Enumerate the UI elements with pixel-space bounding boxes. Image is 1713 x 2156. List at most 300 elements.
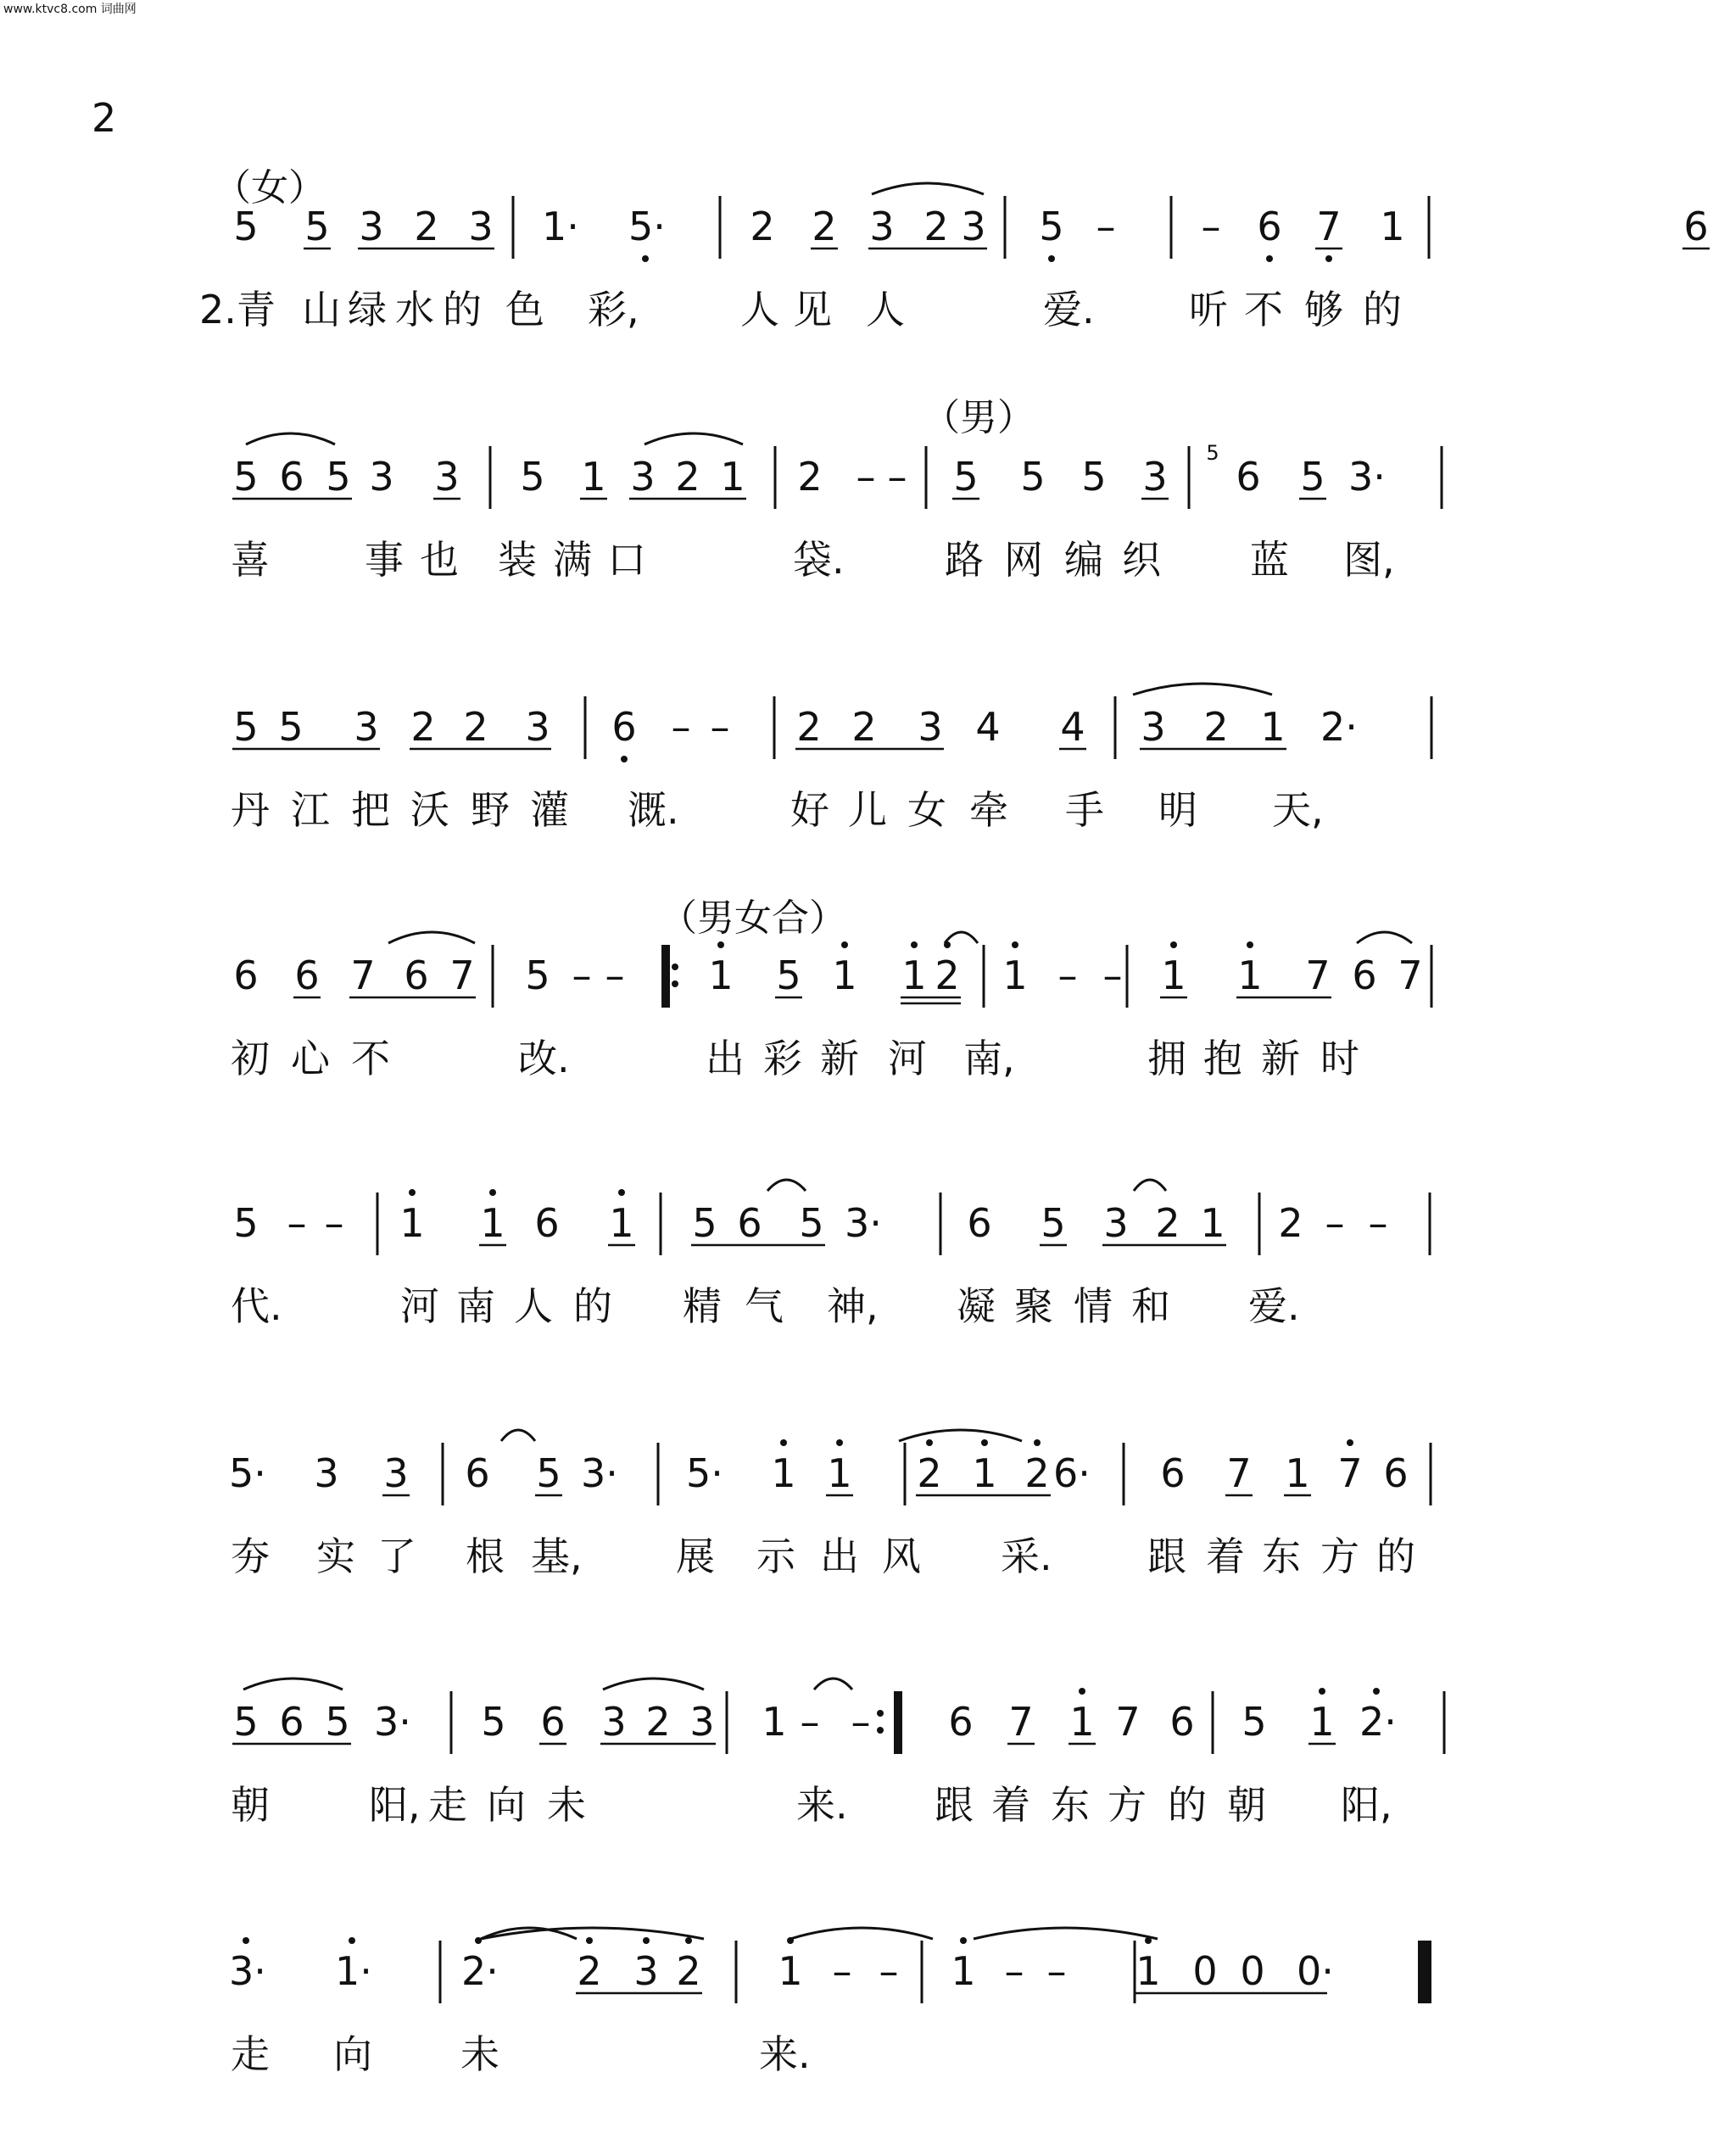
octave-dot (926, 1439, 933, 1446)
note: 3 (689, 1699, 715, 1745)
lyric-syllable: 凝 (957, 1283, 996, 1329)
score-system (0, 441, 1516, 662)
lyric-syllable: 彩, (588, 287, 639, 332)
note: 5 (799, 1200, 824, 1246)
lyric-syllable: 初 (231, 1036, 270, 1081)
lyric-syllable: 风 (882, 1533, 921, 1579)
note: 1· (335, 1948, 372, 1994)
lyric-syllable: 满 (553, 537, 592, 583)
lyric-syllable: 人 (740, 287, 779, 332)
note: 2 (675, 454, 700, 500)
page-number: 2 (92, 95, 117, 141)
lyric-syllable: 未 (460, 2031, 499, 2077)
octave-dot (1034, 1439, 1041, 1446)
note: 3· (581, 1450, 618, 1496)
note: 3 (525, 704, 550, 750)
note: 3 (1103, 1200, 1129, 1246)
slur (872, 183, 984, 194)
slur (644, 433, 743, 444)
octave-dot (960, 1937, 967, 1944)
note: 5 (1041, 1200, 1066, 1246)
note: 1 (609, 1200, 634, 1246)
lyric-syllable: 口 (607, 537, 646, 583)
lyric-syllable: 方 (1320, 1533, 1359, 1579)
note: 3 (633, 1948, 659, 1994)
note: 5 (1081, 454, 1107, 500)
lyric-syllable: 跟 (935, 1782, 974, 1828)
note: 3 (630, 454, 656, 500)
note: 5 (1300, 454, 1325, 500)
note: 3 (961, 204, 986, 249)
lyric-syllable: 好 (790, 787, 829, 833)
note: – (856, 454, 876, 500)
lyric-syllable: 爱. (1248, 1283, 1300, 1329)
lyric-syllable: 袋. (793, 537, 845, 583)
note: 1 (1200, 1200, 1225, 1246)
note: – (324, 1200, 344, 1246)
lyric-syllable: 女 (907, 787, 946, 833)
octave-dot (349, 1937, 355, 1944)
note: 5 (520, 454, 545, 500)
lyric-syllable: 心 (291, 1036, 330, 1081)
slur (899, 1430, 1022, 1441)
lyric-syllable: 走 (428, 1782, 467, 1828)
note: 7 (350, 952, 376, 998)
note: 4 (1060, 704, 1085, 750)
octave-dot (1347, 1439, 1353, 1446)
lyric-syllable: 聚 (1014, 1283, 1053, 1329)
note: 7 (1115, 1699, 1141, 1745)
note: 2· (461, 1948, 499, 1994)
note: 1 (1309, 1699, 1335, 1745)
lyric-syllable: 事 (365, 537, 404, 583)
note: 6 (1683, 204, 1709, 249)
note: 1 (778, 1948, 803, 1994)
note: – (1201, 204, 1221, 249)
note: 1 (1260, 704, 1286, 750)
note: 7 (1008, 1699, 1034, 1745)
lyric-syllable: 新 (1261, 1036, 1300, 1081)
note: 5 (325, 1699, 350, 1745)
lyric-syllable: 的 (443, 287, 482, 332)
note: – (832, 1948, 852, 1994)
octave-dot (1247, 941, 1253, 948)
note: 5· (628, 204, 666, 249)
note: 5 (1039, 204, 1064, 249)
site-watermark: www.ktvc8.com 词曲网 (3, 3, 137, 16)
note: 2 (1203, 704, 1229, 750)
note: 4 (975, 704, 1001, 750)
lyric-syllable: 路 (945, 537, 984, 583)
lyric-syllable: 爱. (1043, 287, 1095, 332)
note: 1 (1285, 1450, 1310, 1496)
note: – (1096, 204, 1116, 249)
note: 3 (468, 204, 494, 249)
note: 1 (1069, 1699, 1095, 1745)
lyric-syllable: 方 (1108, 1782, 1147, 1828)
slur (1133, 684, 1272, 695)
lyrics-row (0, 1281, 1516, 1340)
octave-dot (981, 1439, 988, 1446)
lyric-syllable: 出 (706, 1036, 745, 1081)
lyric-syllable: 丹 (231, 787, 270, 833)
note: 2 (796, 704, 822, 750)
note: 6 (233, 952, 259, 998)
note: 0 (1240, 1948, 1265, 1994)
note: 6 (540, 1699, 566, 1745)
lyric-syllable: 的 (1168, 1782, 1207, 1828)
octave-dot (586, 1937, 593, 1944)
note: 1 (1237, 952, 1263, 998)
score-system (0, 199, 1709, 411)
lyric-syllable: 实 (316, 1533, 355, 1579)
lyric-syllable: 新 (820, 1036, 859, 1081)
note: – (671, 704, 691, 750)
note: 1 (762, 1699, 787, 1745)
note: 5 (536, 1450, 561, 1496)
note: 1 (480, 1200, 505, 1246)
slur (388, 932, 475, 943)
lyric-syllable: 牵 (969, 787, 1008, 833)
slur (246, 433, 335, 444)
lyrics-row (0, 1033, 1516, 1092)
note: 2 (851, 704, 877, 750)
note: – (710, 704, 730, 750)
part-label-male: （男） (923, 396, 1035, 439)
lyrics-row (0, 1779, 1516, 1839)
lyric-syllable: 装 (498, 537, 537, 583)
lyric-syllable: 朝 (1227, 1782, 1266, 1828)
lyric-syllable: 把 (351, 787, 390, 833)
lyric-syllable: 代. (231, 1283, 282, 1329)
note: 3 (383, 1450, 409, 1496)
note: – (879, 1948, 899, 1994)
note: 2 (645, 1699, 671, 1745)
note: 2 (797, 454, 823, 500)
lyric-syllable: 东 (1051, 1782, 1090, 1828)
lyric-syllable: 拥 (1147, 1036, 1186, 1081)
note: 3 (354, 704, 379, 750)
note: 0 (1192, 1948, 1218, 1994)
note: 6 (967, 1200, 992, 1246)
note: 6 (1352, 952, 1377, 998)
lyric-syllable: 图, (1343, 537, 1395, 583)
note: 6 (1236, 454, 1261, 500)
lyric-syllable: 明 (1158, 787, 1197, 833)
lyric-syllable: 水 (395, 287, 434, 332)
lyric-syllable: 溉. (628, 787, 679, 833)
note: 2· (1359, 1699, 1397, 1745)
note: 6· (1053, 1450, 1091, 1496)
score-system (0, 700, 1516, 912)
note: 3· (374, 1699, 411, 1745)
note: 5 (1242, 1699, 1267, 1745)
slur (790, 1928, 933, 1939)
lyric-syllable: 手 (1065, 787, 1104, 833)
note: – (287, 1200, 307, 1246)
note: 2 (935, 952, 960, 998)
lyric-syllable: 东 (1262, 1533, 1301, 1579)
note: 1 (581, 454, 606, 500)
score-system (0, 1944, 1516, 2156)
note: 1· (542, 204, 579, 249)
part-label-female: （女） (214, 166, 326, 209)
note: – (887, 454, 907, 500)
note: 1 (399, 1200, 425, 1246)
note: 6 (465, 1450, 490, 1496)
note: 1 (720, 454, 745, 500)
note: 1 (832, 952, 857, 998)
note: 2 (1155, 1200, 1180, 1246)
lyric-syllable: 采. (1001, 1533, 1052, 1579)
note: 6 (279, 1699, 304, 1745)
note: 5 (525, 952, 550, 998)
note: 5 (776, 952, 801, 998)
lyrics-row (0, 284, 1516, 344)
octave-dot (911, 941, 918, 948)
lyric-syllable: 阳, (369, 1782, 421, 1828)
lyric-syllable: 未 (547, 1782, 586, 1828)
note: 6 (294, 952, 320, 998)
lyric-syllable: 织 (1122, 537, 1161, 583)
note: 5 (481, 1699, 506, 1745)
lyric-syllable: 山 (302, 287, 341, 332)
slur (974, 1928, 1158, 1939)
note: 5 (304, 204, 330, 249)
note: 3 (601, 1699, 627, 1745)
lyric-syllable: 蓝 (1250, 537, 1289, 583)
note: 6 (948, 1699, 974, 1745)
note: 7 (1337, 1450, 1363, 1496)
note: 6 (611, 704, 637, 750)
octave-dot (1373, 1688, 1380, 1695)
note: 6 (534, 1200, 560, 1246)
note: – (1046, 1948, 1067, 1994)
note: – (1057, 952, 1078, 998)
note: 6 (1160, 1450, 1186, 1496)
note: – (1325, 1200, 1345, 1246)
note: 1 (1135, 1948, 1161, 1994)
note: 2 (812, 204, 837, 249)
note: 2 (917, 1450, 942, 1496)
lyric-syllable: 来. (759, 2031, 811, 2077)
score-system (0, 1695, 1516, 1907)
note: 0· (1297, 1948, 1334, 1994)
lyric-syllable: 不 (1244, 287, 1283, 332)
note: 1 (972, 1450, 997, 1496)
lyric-syllable: 神, (827, 1283, 879, 1329)
octave-dot (685, 1937, 692, 1944)
note: 3· (1348, 454, 1386, 500)
note: 2 (1278, 1200, 1303, 1246)
lyric-syllable: 向 (333, 2031, 372, 2077)
lyric-syllable: 江 (291, 787, 330, 833)
grace-note: 5 (1206, 441, 1219, 465)
note: 3· (229, 1948, 266, 1994)
lyric-syllable: 跟 (1147, 1533, 1186, 1579)
note: – (605, 952, 625, 998)
score-system (0, 948, 1516, 1160)
lyric-syllable: 河 (888, 1036, 927, 1081)
note: 3 (369, 454, 394, 500)
note: – (1004, 1948, 1024, 1994)
lyric-syllable: 绿 (348, 287, 387, 332)
lyric-syllable: 的 (573, 1283, 612, 1329)
lyric-syllable: 了 (377, 1533, 416, 1579)
lyric-syllable: 示 (756, 1533, 795, 1579)
note: 7 (1226, 1450, 1252, 1496)
note: 2 (923, 204, 949, 249)
lyric-syllable: 基, (531, 1533, 583, 1579)
note: 6 (279, 454, 304, 500)
lyric-syllable: 彩 (763, 1036, 802, 1081)
lyric-syllable: 抱 (1203, 1036, 1242, 1081)
lyric-syllable: 朝 (231, 1782, 270, 1828)
part-label-duet: （男女合） (660, 896, 846, 940)
note: 3 (434, 454, 460, 500)
note: 5· (686, 1450, 723, 1496)
lyrics-row (0, 534, 1516, 594)
note: 3 (869, 204, 895, 249)
note: – (800, 1699, 820, 1745)
note: – (1102, 952, 1123, 998)
lyric-syllable: 情 (1074, 1283, 1113, 1329)
note: 5 (233, 454, 259, 500)
note: 5 (233, 204, 259, 249)
note: 2 (676, 1948, 701, 1994)
octave-dot (643, 1937, 650, 1944)
note: 5 (233, 1699, 259, 1745)
lyric-syllable: 人 (866, 287, 905, 332)
lyric-syllable: 走 (231, 2031, 270, 2077)
lyric-syllable: 改. (518, 1036, 570, 1081)
octave-dot (780, 1439, 787, 1446)
lyric-syllable: 出 (820, 1533, 859, 1579)
note: 5 (326, 454, 351, 500)
note: 3 (1142, 454, 1168, 500)
note: 1 (827, 1450, 852, 1496)
note: 3· (845, 1200, 882, 1246)
note: 5 (278, 704, 304, 750)
octave-dot (717, 941, 724, 948)
lyric-syllable: 着 (1206, 1533, 1245, 1579)
lyric-syllable: 编 (1064, 537, 1103, 583)
note: 1 (1380, 204, 1405, 249)
slur (945, 932, 978, 943)
lyric-syllable: 不 (351, 1036, 390, 1081)
note: 1 (901, 952, 927, 998)
note: 1 (771, 1450, 796, 1496)
lyric-syllable: 听 (1189, 287, 1228, 332)
note: 2 (463, 704, 488, 750)
octave-dot (618, 1189, 625, 1196)
note: – (851, 1699, 871, 1745)
note: 5 (1020, 454, 1046, 500)
slur (767, 1180, 806, 1191)
note: 5 (692, 1200, 717, 1246)
note: 7 (1316, 204, 1342, 249)
lyric-syllable: 气 (745, 1283, 784, 1329)
note: 2 (410, 704, 436, 750)
note: 5· (229, 1450, 266, 1496)
note: 1 (708, 952, 734, 998)
note: 6 (1257, 204, 1282, 249)
lyric-syllable: 阳, (1341, 1782, 1392, 1828)
note: 3 (918, 704, 943, 750)
lyric-syllable: 网 (1004, 537, 1043, 583)
octave-dot (243, 1937, 249, 1944)
note: 3 (314, 1450, 339, 1496)
note: 6 (1383, 1450, 1409, 1496)
note: 2 (577, 1948, 602, 1994)
note: 5 (233, 704, 259, 750)
lyric-syllable: 灌 (530, 787, 569, 833)
lyric-syllable: 河 (400, 1283, 439, 1329)
lyric-syllable: 南 (456, 1283, 495, 1329)
lyric-syllable: 夯 (231, 1533, 270, 1579)
slur (501, 1430, 535, 1441)
octave-dot (836, 1439, 843, 1446)
note: 7 (1305, 952, 1331, 998)
lyric-syllable: 和 (1131, 1283, 1170, 1329)
lyric-syllable: 的 (1363, 287, 1402, 332)
note: 7 (449, 952, 475, 998)
note: 2 (750, 204, 775, 249)
lyrics-row (0, 785, 1516, 844)
lyric-syllable: 人 (514, 1283, 553, 1329)
note: 1 (1161, 952, 1186, 998)
lyric-syllable: 南, (963, 1036, 1015, 1081)
octave-dot (1012, 941, 1018, 948)
octave-dot (1319, 1688, 1325, 1695)
note: 2· (1320, 704, 1358, 750)
note: 5 (953, 454, 979, 500)
score-system (0, 1196, 1516, 1408)
lyric-syllable: 够 (1304, 287, 1343, 332)
lyric-syllable: 展 (676, 1533, 715, 1579)
lyric-syllable: 色 (505, 287, 544, 332)
note: 1 (951, 1948, 976, 1994)
lyric-syllable: 根 (466, 1533, 505, 1579)
lyric-syllable: 精 (683, 1283, 722, 1329)
lyric-syllable: 来. (796, 1782, 848, 1828)
octave-dot (1170, 941, 1177, 948)
note: 7 (1398, 952, 1423, 998)
slur (243, 1678, 343, 1690)
note: 6 (404, 952, 429, 998)
lyrics-row (0, 1531, 1516, 1590)
note: – (1368, 1200, 1388, 1246)
note: 6 (737, 1200, 762, 1246)
lyric-syllable: 喜 (231, 537, 270, 583)
lyric-syllable: 野 (471, 787, 510, 833)
lyric-syllable: 的 (1376, 1533, 1415, 1579)
note: 3 (359, 204, 384, 249)
lyric-syllable: 也 (420, 537, 459, 583)
note: 3 (1141, 704, 1166, 750)
lyric-syllable: 沃 (410, 787, 449, 833)
lyric-syllable: 天, (1272, 787, 1324, 833)
octave-dot (489, 1189, 496, 1196)
lyric-syllable: 儿 (848, 787, 887, 833)
note: – (572, 952, 592, 998)
octave-dot (841, 941, 848, 948)
score-system (0, 1446, 1516, 1658)
lyric-syllable: 时 (1320, 1036, 1359, 1081)
slur (1134, 1180, 1166, 1191)
note: 6 (1169, 1699, 1195, 1745)
lyric-syllable: 2.青 (199, 287, 276, 332)
